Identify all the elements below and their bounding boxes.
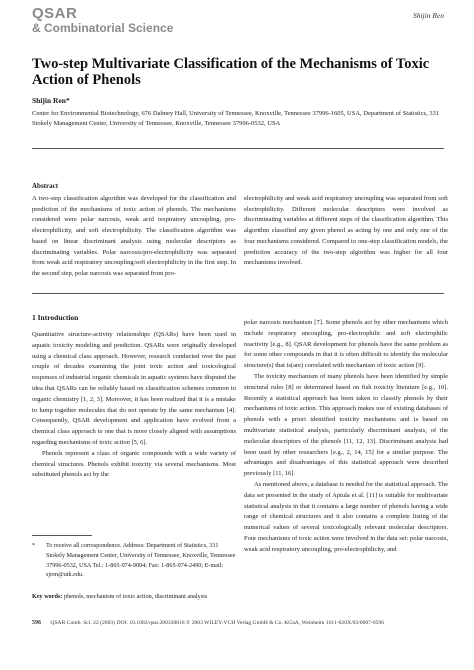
body-paragraph: As mentioned above, a database is needed for the statistical approach. The data set presented in the study of Aptula et al. [11] is suitable for multivariate statistical analysis in that it contains a large number of phenols having a wide range of chemical structures and it also contains a complete listing of the numerical values of several toxicologically relevant molecular descriptors. Four mechanisms of toxic action were involved in the data set: polar narcosis, weak acid respiratory uncoupling, pro-electrophilicity, and [244,480,448,553]
running-head: Shijin Ren [412,11,444,20]
abstract-heading: Abstract [32,182,59,190]
keywords [32,592,236,602]
author-name: Shijin Ren* [32,96,70,105]
section-heading: 1 Introduction [32,313,79,322]
abstract-column-right: electrophilicity and weak acid respiratory uncoupling was separated from soft electrophilicity. Different molecular descriptors were involved as discriminating variables at different steps of the classification algorithm. This algorithm classified any given phenol as acting by one and only one of the four mechanisms considered. Compared to one-step classification models, the prediction accuracy of the two-step algorithm was higher for all four mechanisms involved. [244,195,448,267]
page-footer [32,620,444,626]
page-number: 596 [32,620,41,626]
footnote-text: To receive all correspondence. Address: Department of Statistics, 331 Stokely Management Center, University of Tennessee, Knoxville, Tennessee 37996-0532, USA Tel.: 1-865-974-9004; Fax: 1-865-974-2490; E-mail: sjren@utk.edu. [46,542,236,579]
divider [32,293,444,294]
keywords-label: Key words: [32,593,63,600]
author-affiliation: Center for Environmental Biotechnology, 676 Dabney Hall, University of Tennessee, Knoxville, Tennessee 37996-1605, USA, Department of Statistics, 331 Stokely Management Center, University of Tennessee, Knoxville, Tennessee 37996-0532, USA [32,110,440,127]
masthead-line1: QSAR [32,5,78,22]
divider [32,148,444,149]
journal-masthead [32,6,173,36]
keywords-text: phenols, mechanism of toxic action, discriminant analysis [63,593,208,600]
body-column-right [244,318,448,556]
body-paragraph: Phenols represent a class of organic compounds with a wide variety of chemical structures. Phenols exhibit toxicity via several mechanisms. Most substituted phenols act by the [32,449,236,479]
abstract-column-left: A two-step classification algorithm was developed for the classification and prediction of the mechanisms of toxic action of phenols. The mechanisms considered were polar narcosis, weak acid respiratory uncoupling, pro-electrophilicity, and soft electrophilicity. The classification algorithm was based on linear discriminant analysis using molecular descriptors as discriminating variables. Polar narcosis/pro-electrophilicity was separated from weak acid respiratory uncoupling/soft electrophilicity in the first step. In the second step, polar narcosis was separated from pro- [32,195,236,277]
masthead-line2: & Combinatorial Science [32,21,174,35]
correspondence-footnote [32,541,236,580]
footer-citation: QSAR Comb. Sci. 22 (2003) DOI: 10.1002/qsar.200330818 © 2003 WILEY-VCH Verlag GmbH & Co. KGaA, Weinheim 1611-020X/03/0607-0596 [50,620,385,626]
footnote-mark: * [32,542,36,549]
article-title: Two-step Multivariate Classification of the Mechanisms of Toxic Action of Phenols [32,56,430,88]
body-column-left [32,330,236,481]
body-paragraph: The toxicity mechanism of many phenols have been identified by simple structural rules [8] or determined based on fish toxicity literature [e.g., 10]. Recently a statistical approach has been taken to classify phenols by their mechanisms of toxic action. This approach makes use of existing databases of phenols with a priori identified toxicity mechanisms and is based on multivariate statistical analysis, particularly discriminant analysis, of the molecular descriptors of the phenols [11, 12, 13]. Discriminant analysis had been used by other researchers [e.g., 2, 14, 15] for a similar purpose. The advantages and disadvantages of this statistical approach were described previously [11, 16]. [244,372,448,478]
footnote-divider [32,535,92,536]
body-paragraph: polar narcosis mechanism [7]. Some phenols act by other mechanisms which include respiratory uncoupling, pro-electrophilic and soft electrophilic reactivity [e.g., 8]. QSAR development for phenols have the same problem as for some other compounds in that it is often difficult to identify the molecular structure(s) that is(are) correlated with mechanism of toxic action [9]. [244,319,448,370]
body-paragraph: Quantitative structure-activity relationships (QSARs) have been used in aquatic toxicity modeling and prediction. QSARs were originally developed using a chemical class approach. However, research conducted over the past couple of decades examining the joint toxic action and toxicological responses of industrial organic chemicals in aquatic systems have disputed the idea that QSARs can be reliably based on classification schemes common to organic chemistry [1, 2, 3]. Moreover, it has been realized that it is a mistake to lump together molecules that do not operate by the same mechanism [4]. Consequently, QSAR development and application have evolved from a chemical class approach to one that is more closely aligned with assumptions regarding mechanisms of toxic action [5, 6]. [32,331,236,446]
